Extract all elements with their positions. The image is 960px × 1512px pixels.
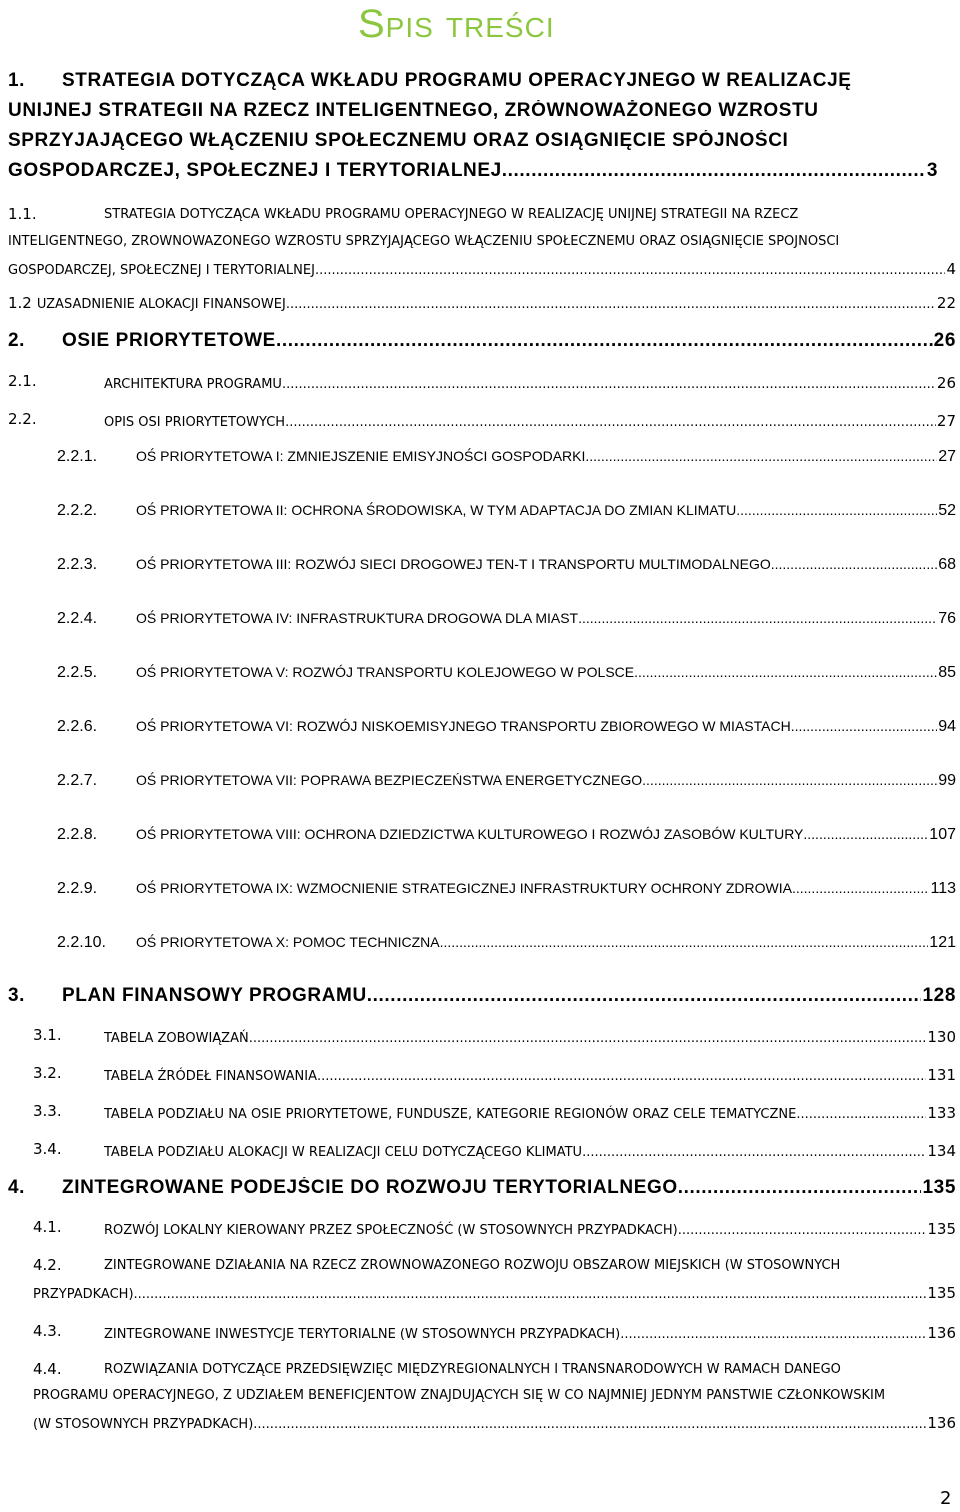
- toc-leader: [620, 1327, 926, 1342]
- page-number: 2: [940, 1488, 952, 1509]
- toc-number: 2.2.3.: [57, 556, 98, 573]
- toc-number: 2.: [8, 330, 26, 351]
- toc-leader: [285, 415, 936, 430]
- toc-page: 94: [938, 718, 956, 735]
- toc-text: OŚ PRIORYTETOWA IV: INFRASTRUKTURA DROGOWA DLA MIAST: [136, 610, 579, 626]
- toc-line: INTELIGENTNEGO, ZRÓWNOWAŻONEGO WZROSTU SPRZYJAJĄCEGO WŁĄCZENIU SPOŁECZNEMU ORAZ OSIĄGNIĘCIE SPÓJNOŚCI: [8, 234, 840, 249]
- toc-page: 135: [922, 1177, 956, 1198]
- toc-text: OŚ PRIORYTETOWA V: ROZWÓJ TRANSPORTU KOLEJOWEGO W POLSCE: [136, 664, 635, 680]
- toc-number: 4.3.: [33, 1322, 62, 1340]
- toc-leader: [440, 934, 929, 950]
- toc-line: PROGRAMU OPERACYJNEGO, Z UDZIAŁEM BENEFICJENTÓW ZNAJDUJĄCYCH SIĘ W CO NAJMNIEJ JEDNYM PAŃSTWIE CZŁONKOWSKIM: [33, 1388, 886, 1403]
- toc-leader: [315, 263, 946, 278]
- toc-text: PLAN FINANSOWY PROGRAMU: [62, 985, 367, 1006]
- toc-leader: [286, 297, 936, 312]
- toc-number: 2.2.1.: [57, 448, 98, 465]
- toc-page: 3: [926, 160, 938, 181]
- toc-line: STRATEGIA DOTYCZĄCA WKŁADU PROGRAMU OPERACYJNEGO W REALIZACJĘ UNIJNEJ STRATEGII NA RZECZ: [104, 207, 799, 222]
- toc-page: 107: [929, 826, 956, 843]
- toc-line: (W STOSOWNYCH PRZYPADKACH): [33, 1417, 254, 1432]
- toc-number: 1.1.: [8, 205, 37, 223]
- toc-number: 1.2: [8, 294, 32, 312]
- page-title: Spis treści: [358, 2, 555, 46]
- toc-text: TABELA PODZIAŁU NA OSIE PRIORYTETOWE, FUNDUSZE, KATEGORIE REGIONÓW ORAZ CELE TEMATYCZNE: [104, 1107, 797, 1122]
- toc-number: 3.1.: [33, 1026, 62, 1044]
- toc-number: 2.2.10.: [57, 934, 106, 951]
- toc-number: 3.2.: [33, 1064, 62, 1082]
- toc-leader: [282, 377, 936, 392]
- toc-leader: [317, 1069, 926, 1084]
- toc-number: 3.4.: [33, 1140, 62, 1158]
- toc-leader: [634, 664, 937, 680]
- toc-page: 131: [927, 1066, 956, 1084]
- toc-page: 135: [927, 1284, 956, 1302]
- toc-leader: [134, 1287, 927, 1302]
- toc-page: 27: [936, 412, 956, 430]
- toc-page: 136: [927, 1324, 956, 1342]
- toc-line: GOSPODARCZEJ, SPOŁECZNEJ I TERYTORIALNEJ: [8, 160, 502, 181]
- toc-page: 27: [938, 448, 956, 465]
- toc-number: 2.2.: [8, 410, 37, 428]
- toc-text: OŚ PRIORYTETOWA VI: ROZWÓJ NISKOEMISYJNEGO TRANSPORTU ZBIOROWEGO W MIASTACH: [136, 718, 791, 734]
- toc-number: 2.1.: [8, 372, 37, 390]
- toc-line: STRATEGIA DOTYCZĄCA WKŁADU PROGRAMU OPERACYJNEGO W REALIZACJĘ: [62, 70, 852, 91]
- toc-page: 26: [933, 330, 956, 351]
- toc-leader: [502, 160, 926, 182]
- toc-page: 130: [927, 1028, 956, 1046]
- toc-leader: [367, 985, 922, 1007]
- toc-leader: [678, 1223, 927, 1238]
- toc-page: 85: [938, 664, 956, 681]
- toc-number: 2.2.4.: [57, 610, 98, 627]
- toc-leader: [736, 502, 937, 518]
- toc-text: ROZWÓJ LOKALNY KIEROWANY PRZEZ SPOŁECZNOŚĆ (W STOSOWNYCH PRZYPADKACH): [104, 1223, 678, 1238]
- toc-page: 26: [936, 374, 956, 392]
- toc-page: 135: [927, 1220, 956, 1238]
- toc-line: ZINTEGROWANE DZIAŁANIA NA RZECZ ZRÓWNOWAŻONEGO ROZWOJU OBSZARÓW MIEJSKICH (W STOSOWNYCH: [104, 1258, 841, 1273]
- toc-leader: [582, 1145, 926, 1160]
- toc-line: UNIJNEJ STRATEGII NA RZECZ INTELIGENTNEGO, ZRÓWNOWAŻONEGO WZROSTU: [8, 100, 819, 121]
- toc-leader: [253, 1417, 926, 1432]
- toc-text: TABELA ZOBOWIĄZAŃ: [104, 1031, 249, 1046]
- toc-number: 2.2.5.: [57, 664, 98, 681]
- toc-line: SPRZYJAJĄCEGO WŁĄCZENIU SPOŁECZNEMU ORAZ OSIĄGNIĘCIE SPÓJNOŚCI: [8, 130, 789, 151]
- toc-page: 113: [930, 880, 956, 897]
- toc-number: 1.: [8, 70, 26, 91]
- toc-number: 4.: [8, 1177, 26, 1198]
- toc-text: TABELA PODZIAŁU ALOKACJI W REALIZACJI CELU DOTYCZĄCEGO KLIMATU: [104, 1145, 583, 1160]
- toc-text: ARCHITEKTURA PROGRAMU: [104, 377, 282, 392]
- toc-text: OŚ PRIORYTETOWA I: ZMNIEJSZENIE EMISYJNOŚCI GOSPODARKI: [136, 448, 586, 464]
- toc-number: 4.1.: [33, 1218, 62, 1236]
- toc-page: 136: [927, 1414, 956, 1432]
- toc-line: ROZWIĄZANIA DOTYCZĄCE PRZEDSIĘWZIĘĆ MIĘDZYREGIONALNYCH I TRANSNARODOWYCH W RAMACH DANEGO: [104, 1362, 841, 1377]
- toc-number: 2.2.6.: [57, 718, 98, 735]
- toc-page: 76: [938, 610, 956, 627]
- toc-leader: [249, 1031, 927, 1046]
- toc-number: 4.2.: [33, 1256, 62, 1274]
- toc-text: OSIE PRIORYTETOWE: [62, 330, 276, 351]
- toc-text: OŚ PRIORYTETOWA VII: POPRAWA BEZPIECZEŃSTWA ENERGETYCZNEGO: [136, 772, 643, 788]
- toc-line: GOSPODARCZEJ, SPOŁECZNEJ I TERYTORIALNEJ: [8, 263, 315, 278]
- toc-page: 134: [927, 1142, 956, 1160]
- toc-text: OŚ PRIORYTETOWA II: OCHRONA ŚRODOWISKA, W TYM ADAPTACJA DO ZMIAN KLIMATU: [136, 502, 737, 518]
- toc-leader: [792, 880, 930, 896]
- toc-page: 4: [946, 260, 956, 278]
- toc-number: 4.4.: [33, 1360, 62, 1378]
- toc-leader: [585, 448, 937, 464]
- toc-text: TABELA ŹRÓDEŁ FINANSOWANIA: [104, 1069, 317, 1084]
- toc-line: PRZYPADKACH): [33, 1287, 134, 1302]
- toc-text: OŚ PRIORYTETOWA X: POMOC TECHNICZNA: [136, 934, 440, 950]
- toc-number: 3.3.: [33, 1102, 62, 1120]
- toc-leader: [678, 1177, 922, 1199]
- toc-number: 2.2.2.: [57, 502, 98, 519]
- toc-leader: [642, 772, 937, 788]
- toc-number: 2.2.8.: [57, 826, 98, 843]
- toc-page: 68: [938, 556, 956, 573]
- toc-leader: [276, 330, 933, 352]
- toc-leader: [771, 556, 937, 572]
- toc-page: 99: [938, 772, 956, 789]
- toc-text: OŚ PRIORYTETOWA III: ROZWÓJ SIECI DROGOWEJ TEN-T I TRANSPORTU MULTIMODALNEGO: [136, 556, 771, 572]
- toc-page: 121: [929, 934, 956, 951]
- toc-number: 3.: [8, 985, 26, 1006]
- toc-text: ZINTEGROWANE INWESTYCJE TERYTORIALNE (W STOSOWNYCH PRZYPADKACH): [104, 1327, 621, 1342]
- toc-page: 133: [927, 1104, 956, 1122]
- toc-leader: [796, 1107, 926, 1122]
- toc-text: OŚ PRIORYTETOWA VIII: OCHRONA DZIEDZICTWA KULTUROWEGO I ROZWÓJ ZASOBÓW KULTURY: [136, 826, 804, 842]
- toc-leader: [791, 718, 938, 734]
- toc-leader: [578, 610, 937, 626]
- toc-text: UZASADNIENIE ALOKACJI FINANSOWEJ: [36, 297, 286, 312]
- toc-text: ZINTEGROWANE PODEJŚCIE DO ROZWOJU TERYTORIALNEGO: [62, 1177, 678, 1198]
- toc-text: OPIS OSI PRIORYTETOWYCH: [104, 415, 286, 430]
- toc-page: 52: [938, 502, 956, 519]
- toc-number: 2.2.9.: [57, 880, 98, 897]
- toc-number: 2.2.7.: [57, 772, 98, 789]
- toc-leader: [803, 826, 928, 842]
- toc-page: 128: [922, 985, 956, 1006]
- toc-page: 22: [936, 294, 956, 312]
- toc-text: OŚ PRIORYTETOWA IX: WZMOCNIENIE STRATEGICZNEJ INFRASTRUKTURY OCHRONY ZDROWIA: [136, 880, 792, 896]
